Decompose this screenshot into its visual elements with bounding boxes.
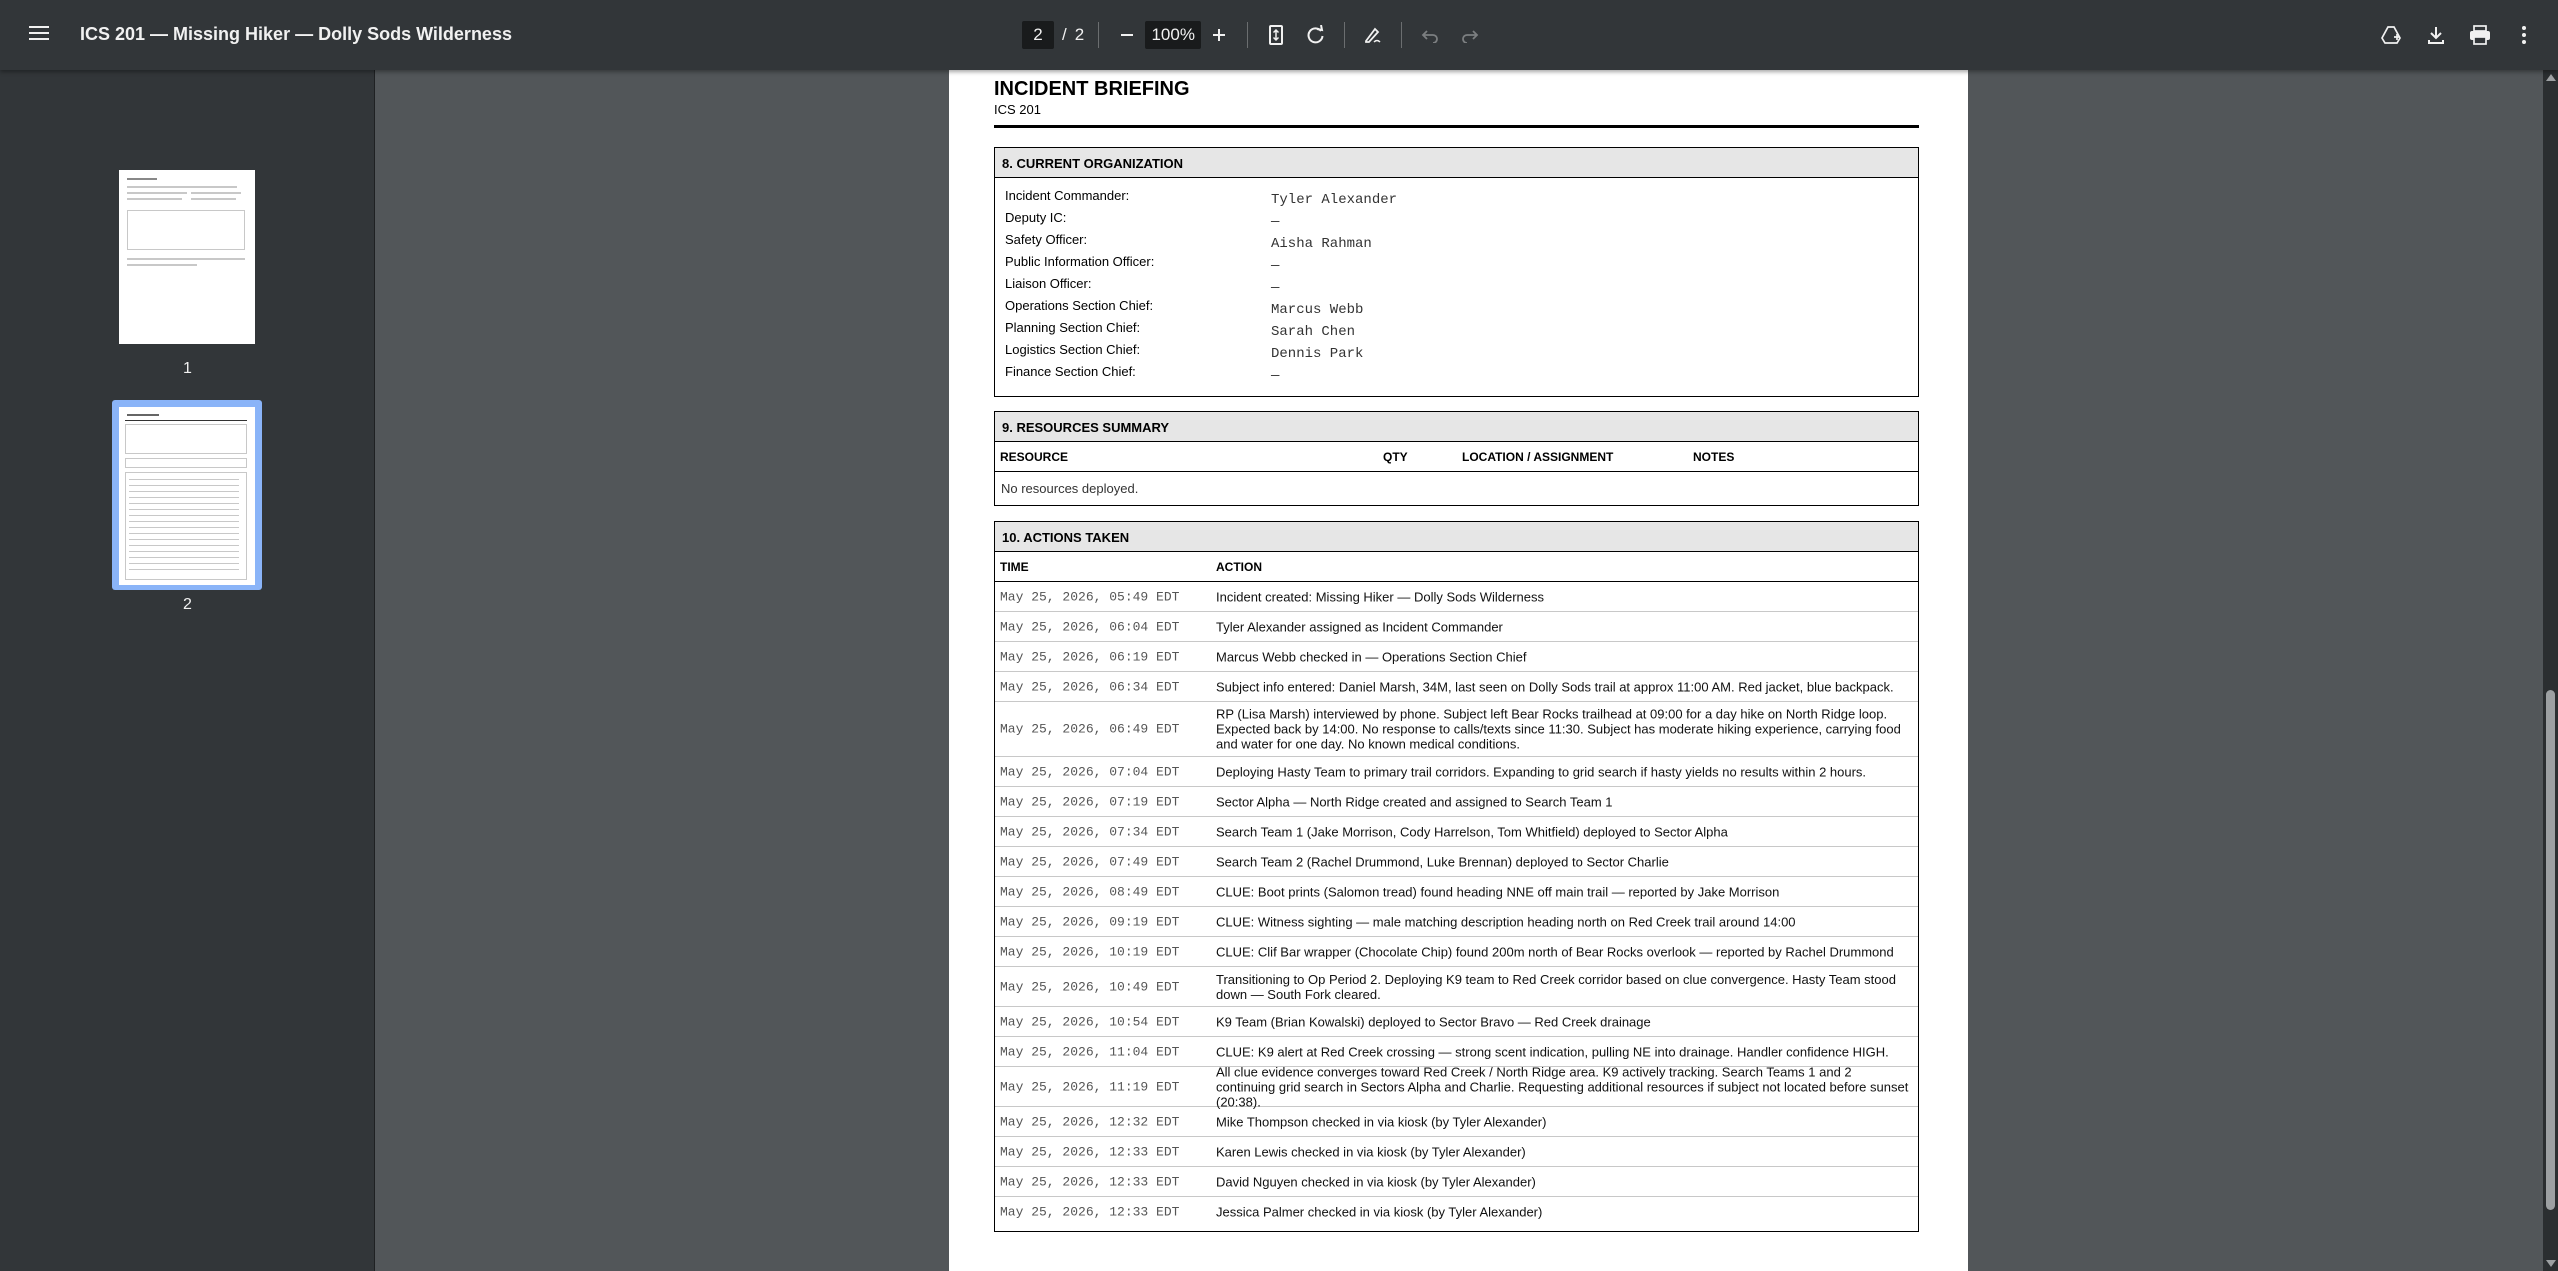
table-row [995,847,1918,877]
role-label: Deputy IC: [1005,210,1067,225]
table-row [995,1137,1918,1167]
organization-row [995,364,1918,386]
action-time: May 25, 2026, 06:04 EDT [1000,619,1180,634]
page-number-input[interactable] [1022,21,1054,49]
page-thumbnail-2[interactable] [119,407,255,585]
action-text: Search Team 2 (Rachel Drummond, Luke Brennan) deployed to Sector Charlie [1216,854,1669,869]
organization-rows [995,178,1918,386]
organization-row [995,210,1918,232]
role-label: Incident Commander: [1005,188,1130,203]
action-time: May 25, 2026, 10:19 EDT [1000,944,1180,959]
role-label: Safety Officer: [1005,232,1088,247]
scrollbar-thumb[interactable] [2546,690,2555,1210]
organization-row [995,298,1918,320]
table-row [995,1007,1918,1037]
resources-empty-text: No resources deployed. [1001,481,1139,496]
role-label: Logistics Section Chief: [1005,342,1141,357]
action-time: May 25, 2026, 12:32 EDT [1000,1114,1180,1129]
action-text: Subject info entered: Daniel Marsh, 34M, last seen on Dolly Sods trail at approx 11:00 AM. Red jacket, blue backpack. [1216,679,1894,694]
column-header-qty: QTY [1383,450,1408,464]
organization-row [995,276,1918,298]
role-assignee: — [1271,368,1280,384]
role-assignee: — [1271,214,1280,230]
table-row [995,907,1918,937]
action-text: CLUE: Clif Bar wrapper (Chocolate Chip) found 200m north of Bear Rocks overlook — reported by Rachel Drummond [1216,944,1894,959]
organization-row [995,188,1918,210]
column-header-location: LOCATION / ASSIGNMENT [1462,450,1614,464]
table-row [995,757,1918,787]
action-time: May 25, 2026, 12:33 EDT [1000,1204,1180,1220]
total-pages: 2 [1074,25,1085,44]
role-label: Operations Section Chief: [1005,298,1154,313]
role-assignee: Sarah Chen [1271,324,1356,340]
table-row [995,967,1918,1007]
zoom-out-button[interactable] [1113,21,1141,49]
section-title: 8. CURRENT ORGANIZATION [995,148,1918,178]
action-text: Incident created: Missing Hiker — Dolly Sods Wilderness [1216,589,1545,604]
action-time: May 25, 2026, 06:34 EDT [1000,679,1180,694]
table-row [995,1037,1918,1067]
role-label: Planning Section Chief: [1005,320,1141,335]
section-title: 10. ACTIONS TAKEN [995,522,1918,552]
fit-to-page-button[interactable] [1262,21,1290,49]
action-time: May 25, 2026, 11:19 EDT [1000,1079,1180,1094]
document-subheading: ICS 201 [994,102,1041,117]
action-text: Search Team 1 (Jake Morrison, Cody Harrelson, Tom Whitfield) deployed to Sector Alpha [1216,824,1728,839]
actions-table-body [995,582,1918,1227]
action-text: RP (Lisa Marsh) interviewed by phone. Subject left Bear Rocks trailhead at 09:00 for a day hike on North Ridge loop. Expected back by 14:00. No response to calls/texts since 11:30. Subject has moderate hiking experience, carrying food and water for one day. No known medical conditions. [1216,706,1901,752]
action-time: May 25, 2026, 10:49 EDT [1000,979,1180,994]
action-text: Mike Thompson checked in via kiosk (by Tyler Alexander) [1216,1114,1547,1129]
role-assignee: — [1271,258,1280,274]
zoom-in-button[interactable] [1205,21,1233,49]
resources-summary-section [994,411,1919,506]
pdf-toolbar [0,0,2558,70]
redo-icon [1461,27,1479,43]
table-row [995,1064,1918,1109]
table-row [995,702,1918,757]
column-header-time: TIME [1000,560,1029,574]
column-header-notes: NOTES [1693,450,1735,464]
table-row [995,672,1918,702]
drive-add-icon [2381,25,2403,45]
minus-icon [1119,27,1135,43]
section-title: 9. RESOURCES SUMMARY [995,412,1918,442]
table-row [995,1167,1918,1197]
action-text: All clue evidence converges toward Red Creek / North Ridge area. K9 actively tracking. Search Teams 1 and 2 continuing grid search in Sectors Alpha and Charlie. Requesting additional resources if subject not located before sunset (20:38). [1216,1064,1909,1109]
action-time: May 25, 2026, 07:49 EDT [1000,854,1180,869]
scroll-down-arrow-icon[interactable] [2546,1260,2556,1267]
annotate-button[interactable] [1359,21,1387,49]
table-row [995,642,1918,672]
undo-icon [1421,27,1439,43]
fit-page-icon [1267,25,1285,45]
table-row [995,937,1918,967]
action-time: May 25, 2026, 06:49 EDT [1000,721,1180,737]
column-header-action: ACTION [1216,560,1262,574]
toolbar-divider [1401,22,1402,48]
redo-button[interactable] [1456,21,1484,49]
table-row [995,1107,1918,1137]
plus-icon [1211,27,1227,43]
printer-icon [2469,25,2491,45]
current-organization-section [994,147,1919,397]
toolbar-divider [1247,22,1248,48]
table-row [995,787,1918,817]
rotate-button[interactable] [1302,21,1330,49]
organization-row [995,232,1918,254]
role-label: Public Information Officer: [1005,254,1155,269]
action-text: David Nguyen checked in via kiosk (by Tyler Alexander) [1216,1174,1536,1189]
print-button[interactable] [2466,21,2494,49]
toolbar-center-controls [1022,20,1484,50]
action-text: CLUE: Witness sighting — male matching description heading north on Red Creek trail around 14:00 [1216,914,1796,929]
more-vertical-icon [2521,25,2527,45]
page-separator: / [1062,25,1067,44]
download-icon [2426,25,2446,45]
action-text: Jessica Palmer checked in via kiosk (by Tyler Alexander) [1216,1204,1543,1220]
role-label: Liaison Officer: [1005,276,1092,291]
table-row [995,1197,1918,1227]
undo-button[interactable] [1416,21,1444,49]
action-time: May 25, 2026, 11:04 EDT [1000,1044,1180,1059]
pdf-page-2 [949,70,1968,1271]
action-text: Tyler Alexander assigned as Incident Commander [1216,619,1503,634]
action-time: May 25, 2026, 08:49 EDT [1000,884,1180,899]
organization-row [995,320,1918,342]
pen-icon [1363,25,1383,45]
action-time: May 25, 2026, 05:49 EDT [1000,589,1180,604]
action-time: May 25, 2026, 10:54 EDT [1000,1014,1180,1029]
organization-row [995,342,1918,364]
thumbnail-sidebar [0,70,375,1271]
action-text: Sector Alpha — North Ridge created and assigned to Search Team 1 [1216,794,1613,809]
action-text: CLUE: Boot prints (Salomon tread) found heading NNE off main trail — reported by Jake Morrison [1216,884,1780,899]
table-row [995,612,1918,642]
role-assignee: Aisha Rahman [1271,236,1372,252]
action-time: May 25, 2026, 12:33 EDT [1000,1144,1180,1159]
toolbar-right-controls [2378,20,2538,50]
action-text: Marcus Webb checked in — Operations Section Chief [1216,649,1527,664]
table-row [995,582,1918,612]
vertical-scrollbar[interactable] [2543,70,2558,1271]
more-options-button[interactable] [2510,21,2538,49]
role-assignee: Tyler Alexander [1271,192,1398,208]
toolbar-divider [1344,22,1345,48]
action-time: May 25, 2026, 12:33 EDT [1000,1174,1180,1189]
menu-icon[interactable] [26,22,52,48]
role-assignee: Marcus Webb [1271,302,1364,318]
download-button[interactable] [2422,21,2450,49]
role-assignee: Dennis Park [1271,346,1364,362]
table-row [995,817,1918,847]
organization-row [995,254,1918,276]
role-assignee: — [1271,280,1280,296]
rotate-icon [1306,25,1326,45]
thumbnail-label-2: 2 [183,596,192,613]
toolbar-divider [1098,22,1099,48]
role-label: Finance Section Chief: [1005,364,1136,379]
actions-table-header [995,552,1918,582]
thumbnail-label-1: 1 [183,360,192,377]
document-heading: INCIDENT BRIEFING [994,78,1190,100]
table-row [995,877,1918,907]
action-text: CLUE: K9 alert at Red Creek crossing — strong scent indication, pulling NE into drainage. Handler confidence HIGH. [1216,1044,1889,1059]
action-time: May 25, 2026, 09:19 EDT [1000,914,1180,929]
action-text: Transitioning to Op Period 2. Deploying K9 team to Red Creek corridor based on clue convergence. Hasty Team stood down — South Fork cleared. [1216,971,1896,1002]
action-text: Karen Lewis checked in via kiosk (by Tyler Alexander) [1216,1144,1526,1159]
heading-rule [994,125,1919,128]
column-header-resource: RESOURCE [1000,450,1069,464]
action-time: May 25, 2026, 06:19 EDT [1000,649,1180,664]
document-title: ICS 201 — Missing Hiker — Dolly Sods Wilderness [80,24,512,44]
page-thumbnail-1[interactable] [119,170,255,344]
save-to-drive-button[interactable] [2378,21,2406,49]
action-text: K9 Team (Brian Kowalski) deployed to Sector Bravo — Red Creek drainage [1216,1014,1651,1029]
resources-table-header [995,442,1918,472]
action-text: Deploying Hasty Team to primary trail corridors. Expanding to grid search if hasty yields no results within 2 hours. [1216,764,1867,779]
action-time: May 25, 2026, 07:04 EDT [1000,764,1180,779]
action-time: May 25, 2026, 07:19 EDT [1000,794,1180,809]
scroll-up-arrow-icon[interactable] [2546,74,2556,81]
action-time: May 25, 2026, 07:34 EDT [1000,824,1180,839]
zoom-input[interactable] [1145,21,1201,49]
actions-taken-section [994,521,1919,1232]
